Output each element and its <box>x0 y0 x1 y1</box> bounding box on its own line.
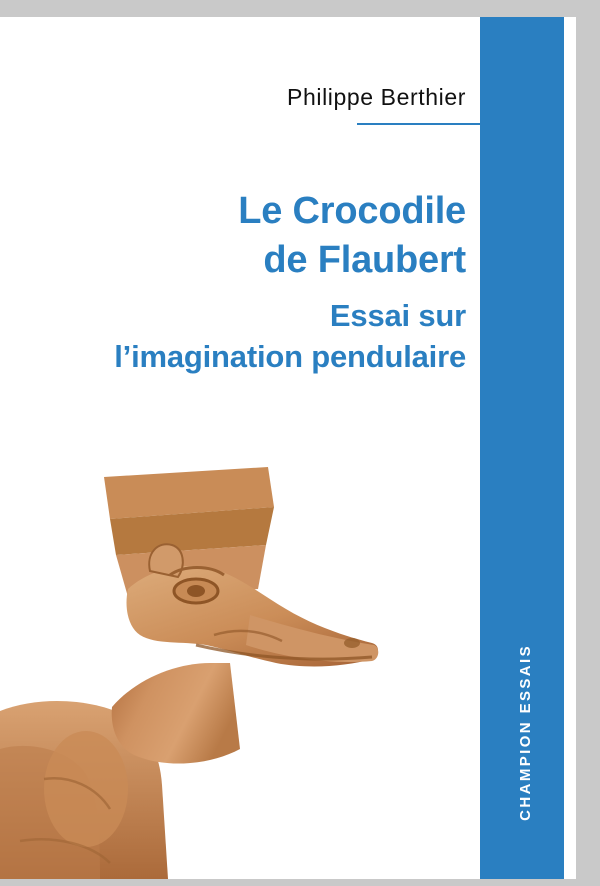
book-title <box>0 187 466 284</box>
subtitle-line-1: Essai sur <box>329 298 466 334</box>
collection-label: CHAMPION ESSAIS <box>517 644 534 821</box>
author-divider <box>357 123 562 125</box>
collection-band <box>480 17 564 879</box>
statue-pupil <box>187 585 205 597</box>
title-line-2: de Flaubert <box>263 238 466 281</box>
cover-artwork <box>0 449 380 879</box>
book-cover <box>0 17 576 879</box>
title-block <box>0 187 480 377</box>
statue-neck <box>112 663 240 764</box>
statue-shoulder <box>44 731 128 847</box>
author-block <box>0 84 480 122</box>
book-subtitle <box>0 296 466 377</box>
subtitle-line-2: l’imagination pendulaire <box>114 338 466 374</box>
crocodile-statue-illustration <box>0 449 380 879</box>
title-line-1: Le Crocodile <box>238 190 466 232</box>
statue-nostril <box>344 638 360 648</box>
author-name: Philippe Berthier <box>287 84 466 110</box>
